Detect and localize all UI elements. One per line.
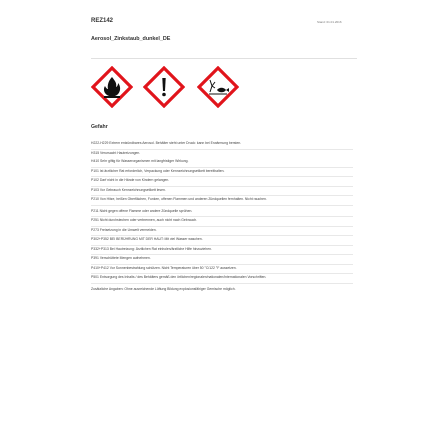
statement-item: P211 Nicht gegen offene Flamme oder andere Zündquelle sprühen. xyxy=(91,208,353,218)
revision-date: Stand: 01.01.2016 xyxy=(317,20,342,24)
statement-item: P501 Entsorgung des Inhalts / des Behälters gemäß den örtlichen/regionalen/nationalen/internationalen Vorschriften. xyxy=(91,274,353,284)
exclamation-pictogram-icon xyxy=(143,66,185,108)
statement-item: Zusätzliche Angaben: Ohne ausreichende Lüftung Bildung explosionsfähiger Gemische möglich. xyxy=(91,286,236,291)
signal-word: Gefahr xyxy=(91,124,108,130)
environment-pictogram-icon xyxy=(197,66,239,108)
statement-item: P332+P313 Bei Hautreizung: Ärztlichen Rat einholen/ärztliche Hilfe hinzuziehen. xyxy=(91,246,353,256)
statement-item: H315 Verursacht Hautreizungen. xyxy=(91,150,141,155)
flame-pictogram-icon xyxy=(91,66,133,108)
statement-item: P101 Ist ärztlicher Rat erforderlich, Verpackung oder Kennzeichnungsetikett bereithalten. xyxy=(91,168,353,178)
statement-item: P391 Verschüttete Mengen aufnehmen. xyxy=(91,255,353,265)
statement-item: H222-H229 Extrem entzündbares Aerosol. Behälter steht unter Druck: kann bei Erwärmung bersten. xyxy=(91,140,353,150)
statement-item: H410 Sehr giftig für Wasserorganismen mit langfristiger Wirkung. xyxy=(91,158,353,168)
product-name: Aerosol_Zinkstaub_dunkel_DE xyxy=(91,36,171,42)
statement-item: P410+P412 Vor Sonnenbestrahlung schützen. Nicht Temperaturen über 50 °C/122 °F aussetzen. xyxy=(91,265,353,275)
header-divider xyxy=(91,58,357,59)
statement-item: P210 Von Hitze, heißen Oberflächen, Funken, offenen Flammen und anderen Zündquellen fernhalten. Nicht rauchen. xyxy=(91,196,353,206)
statement-item: P273 Freisetzung in die Umwelt vermeiden. xyxy=(91,227,353,237)
statement-item: P302+P352 BEI BERÜHRUNG MIT DER HAUT: Mit viel Wasser waschen. xyxy=(91,236,353,246)
statement-item: P102 Darf nicht in die Hände von Kindern gelangen. xyxy=(91,177,353,187)
product-code: REZ142 xyxy=(91,18,114,24)
statement-item: P251 Nicht durchstechen oder verbrennen, auch nicht nach Gebrauch. xyxy=(91,217,353,227)
statement-item: P103 Vor Gebrauch Kennzeichnungsetikett lesen. xyxy=(91,187,353,197)
hazard-statements-list xyxy=(91,140,353,294)
